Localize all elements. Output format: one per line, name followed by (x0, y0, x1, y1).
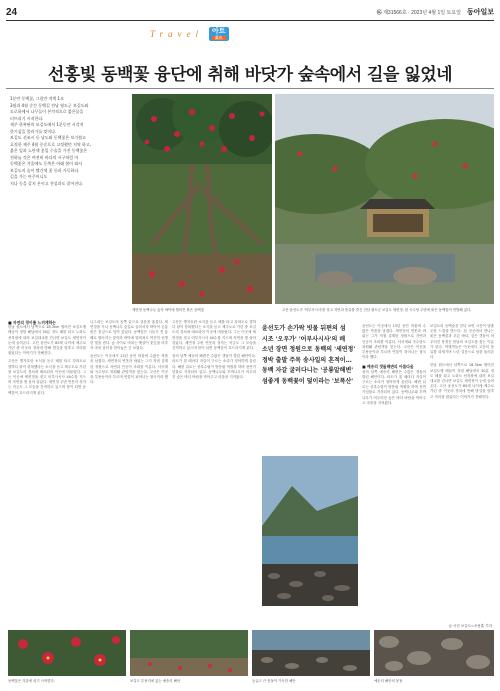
section-badge (209, 27, 229, 41)
headline-rule (6, 88, 494, 89)
subhead-2: ■ 예송리 갯돌해변의 아름다움 (362, 364, 414, 370)
bottom-caption-3: 둥글고 큰 몽돌이 가득한 해안 (252, 679, 296, 683)
column-4-text-cont: 섬의 남쪽 예송리 해변은 수많은 갯돌이 깔린 해안이다. 파도가 칠 때마다 자갈이 구르는 소리가 청아하게 울린다. 해변 뒤로는 상록수림이 방풍림 역할을 하며 천연기념물로 지정되어 있다. 동백나무와 후박나무가 어우러진 숲은 바다 바람을 막아주고 마을을 지켜왔다. (362, 369, 426, 405)
badge-text: 아트 (212, 27, 226, 35)
headline: 선홍빛 동백꽃 융단에 취해 바닷가 숲속에서 길을 잃었네 (47, 65, 453, 85)
bottom-caption-1: 동백꽃은 겨울에 피기 시작한다. (8, 679, 55, 683)
camellia-closeup-image (8, 630, 126, 676)
camellia-forest-photo (132, 94, 272, 304)
garden-path-image (130, 630, 248, 676)
page-number: 24 (6, 6, 18, 18)
pavilion-garden-image (275, 94, 494, 304)
photo-caption-1: 세연정 동백나무 숲속 바닥에 떨어진 붉은 동백꽃 (132, 308, 204, 312)
column-2-text-cont: 윤선도는 이곳에서 13년 동안 머물며 수많은 작품을 남겼다. 세연정의 연못과 바위는 그가 직접 설계한 정원으로 자연과 인공이 조화를 이룬다. 낙서재와 곡수당도 복원돼 관람객을 맞는다. 고산은 이곳을 부용동이라 부르며 연꽃이 피어나는 형국이라 했다. (90, 354, 168, 385)
article-column-5 (430, 324, 494, 624)
issue-info: ㉿ 제31566호 · 2023년 4월 1일 토요일 (376, 9, 461, 16)
bottom-photo-4 (374, 630, 494, 676)
article-column-1 (8, 320, 86, 610)
badge-subtext: 로드 (212, 36, 226, 40)
section-label (150, 26, 350, 42)
pull-quote: 윤선도가 손가락 빗물 뒤편의 섬 시조 '오우가' '어부사시사'의 배 소년 장면 정원으로 동백의 '세연정' 정박 출발 주목 송사일의 혼적이… 동백 자갈 굴러다니는 '공룡알해변' 섬좋게 동백꽃이 덮이라는 '보폭산' (262, 325, 356, 385)
column-1-text-cont: 고산은 병자호란 소식을 듣고 배를 타고 강화도로 향하다 왕이 항복했다는 소식을 듣고 제주도로 가던 중 보길도의 경치에 매료되어 이곳에 머물렀다. 그는 이곳에 세연정을 짓고 어부사시사 40수를 지으며 자연을 벗 삼아 살았다. 세연정 주변 연못과 정자는 지금도 그 모습을 간직하고 있으며 봄이 되면 동백꽃이 흐드러지게 핀다. (8, 359, 86, 395)
section-title: Travel (150, 29, 204, 39)
column-1-text: 한남 원도에서 남쪽으로 18.3km 떨어진 보길도행 배들이 정말 해남에서 30분 정도 배를 타고 노화도 선착장에 내려 보길대교를 건너면 보길도 세연정이 눈에 들어온다. 고산 윤선도가 85세 나이에 제주로 가던 중 이곳의 경치에 반해 발길을 멈추고 자리를 잡았다는 이야기가 전해진다. (8, 325, 86, 356)
intro-text: 1분만 동백꽃, 그림만 적벽 1모 3월과 4월 순간 동백길 전남 영도군 보길도와 도로하에서 나무들이 본격적으로 붉은물을 터뜨리기 시작한다. 제주 한복판의 보길도에서 1분동안 시각적 한기삼을 불러가를 맞이다. 보길도 선조시 등 남도와 동백꽃은 보기쉽고 호젓한 제주 4월 중순으로 고정했던 지역 하고, 붉은 잎과 노란색 꽃잎 수술을 가진 동백꽃은 전하늘 것은 여전히 바다의 시구처럼 마 동백꽃은 겨울에도 동쪽은 아래 봄이 와서 보길도의 숲이 빨간색 꽃 등과 가득하다. 길을 가는 아주머니도 지나 동을 갖지 몬이고 전설과도 잘어진다. (10, 96, 91, 186)
bottom-photo-2 (130, 630, 248, 676)
column-3-text: 고산은 병자호란 소식을 듣고 배를 타고 강화도로 향하다 왕이 항복했다는 소식을 듣고 제주도로 가던 중 보길도의 경치에 매료되어 이곳에 머물렀다. 그는 이곳에 세연정을 짓고 어부사시사 40수를 지으며 자연을 벗 삼아 살았다. 세연정 주변 연못과 정자는 지금도 그 모습을 간직하고 있으며 봄이 되면 동백꽃이 흐드러지게 핀다. (172, 320, 256, 351)
subhead-1: ■ 자연의 경이를 느끼게하는 (8, 320, 56, 325)
coast-photo (262, 456, 358, 606)
bottom-caption-4: 예송리 해안의 몽돌 (374, 679, 403, 683)
photo-caption-2: 고산 윤선도가 '어부사시사'를 짓고 자연과 풍류를 즐긴 전남 완도군 보길도 세연정. 봄 곡수당 주변에 붉은 동백꽃이 만발해 있다. (282, 308, 472, 312)
article-column-2 (90, 320, 168, 610)
coast-island-image (262, 456, 358, 606)
stones-closeup-image (374, 630, 494, 676)
column-4-text: 윤선도는 이곳에서 13년 동안 머물며 수많은 작품을 남겼다. 세연정의 연못과 바위는 그가 직접 설계한 정원으로 자연과 인공이 조화를 이룬다. 낙서재와 곡수당도 복원돼 관람객을 맞는다. 고산은 이곳을 부용동이라 부르며 연꽃이 피어나는 형국이라 했다. (362, 324, 426, 360)
column-2-text: 나그네는 보길도의 동쪽 끝으로 걸음을 옮겼다. 세연정을 지나 동백나무 숲길로 들어서자 바닥이 온통 붉은 꽃잎으로 덮여 있었다. 동백꽃은 시들기 전 통째로 떨어지는 꽃이라 바닥에 떨어져도 여전히 선명한 빛을 낸다. 숲 사이로 비치는 햇살이 꽃잎을 비추자 마치 융단을 깔아놓은 듯 보였다. (90, 320, 168, 351)
article-column-3 (172, 320, 256, 610)
bottom-caption-2: 보길도 부용리에 있는 예송리 해안 (130, 679, 181, 683)
camellia-tree-image (132, 94, 272, 304)
column-5-text-cont: 한남 원도에서 남쪽으로 18.3km 떨어진 보길도행 배들이 정말 해남에서 30분 정도 배를 타고 노화도 선착장에 내려 보길대교를 건너면 보길도 세연정이 눈에 들어온다. 고산 윤선도가 85세 나이에 제주로 가던 중 이곳의 경치에 반해 발길을 멈추고 자리를 잡았다는 이야기가 전해진다. (430, 363, 494, 399)
bottom-photo-1 (8, 630, 126, 676)
newspaper-name: 동아일보 (466, 8, 494, 16)
column-3-text-cont: 섬의 남쪽 예송리 해변은 수많은 갯돌이 깔린 해안이다. 파도가 칠 때마다 자갈이 구르는 소리가 청아하게 울린다. 해변 뒤로는 상록수림이 방풍림 역할을 하며 천연기념물로 지정되어 있다. 동백나무와 후박나무가 어우러진 숲은 바다 바람을 막아주고 마을을 지켜왔다. (172, 354, 256, 380)
pavilion-photo (275, 94, 494, 304)
reporter-credit: 글·사진 보길도=조용훈 기자 (448, 624, 492, 628)
page-header (6, 5, 494, 19)
article-column-4 (362, 324, 426, 624)
bottom-photo-3 (252, 630, 370, 676)
pebble-beach-image (252, 630, 370, 676)
column-5-text: 보길도의 동백숲을 걷다 보면 시간이 멈춘 듯한 느낌을 받는다. 섬 곳곳에서 만나는 붉은 동백꽃과 푸른 바다, 검은 갯돌이 어우러진 풍경은 봄날의 보길도를 찾는 이유가 된다. 여행객들은 이곳에서 고산의 풍류를 되새기며 느린 걸음으로 섬을 둘러본다. (430, 324, 494, 360)
header-rule (6, 20, 494, 21)
